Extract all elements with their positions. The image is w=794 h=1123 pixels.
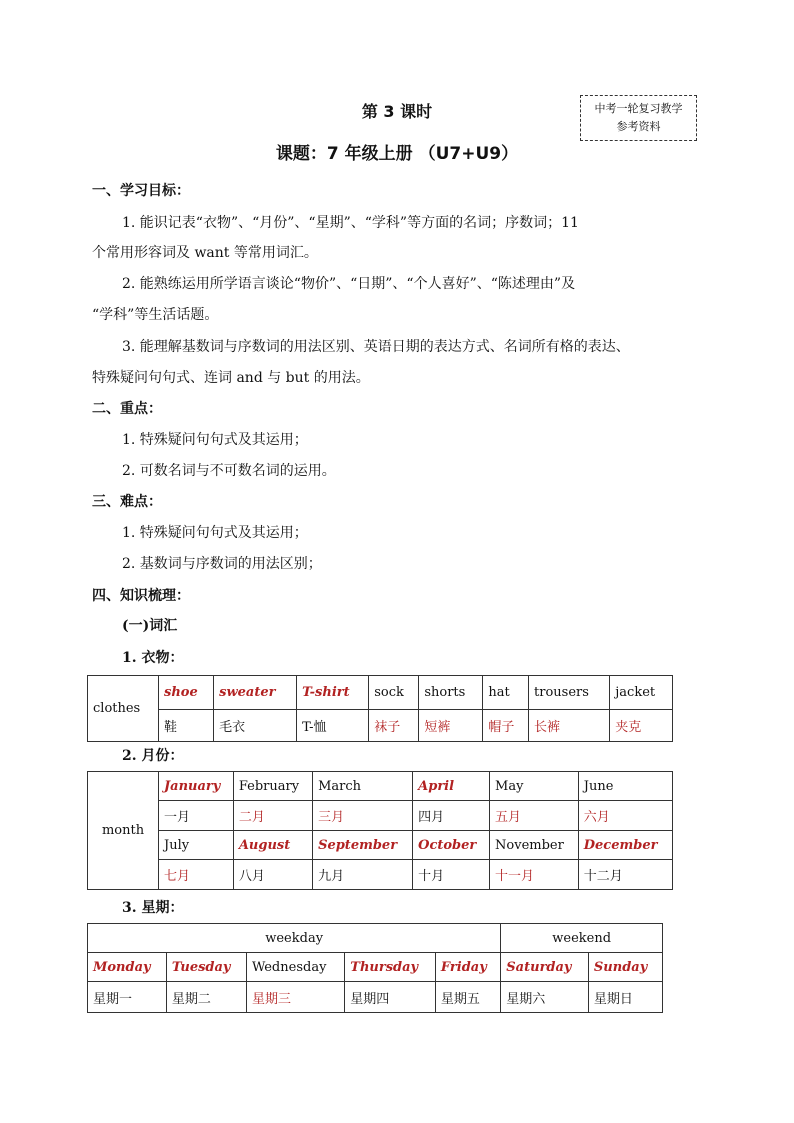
month-cn-cell: 九月 (313, 860, 413, 890)
clothes-cn-cell: 夹克 (610, 710, 673, 742)
day-en-cell: Wednesday (246, 953, 344, 982)
month-en-cell: October (413, 831, 490, 860)
day-en-cell: Saturday (501, 953, 589, 982)
week-heading: 3. 星期： (122, 900, 184, 916)
difficulty-2: 2. 基数词与序数词的用法区别； (122, 556, 322, 572)
clothes-en-cell: hat (483, 676, 529, 710)
clothes-en-cell: sweater (214, 676, 297, 710)
goal-3b: 特殊疑问句句式、连词 and 与 but 的用法。 (92, 370, 370, 386)
month-cn-cell: 六月 (578, 801, 672, 831)
day-en-cell: Tuesday (166, 953, 246, 982)
clothes-cn-cell: 短裤 (419, 710, 483, 742)
month-en-cell: December (578, 831, 672, 860)
clothes-table (87, 675, 673, 742)
clothes-cn-cell: 帽子 (483, 710, 529, 742)
day-en-cell: Monday (88, 953, 167, 982)
keypoints-heading: 二、重点： (92, 401, 162, 417)
months-table (87, 771, 673, 890)
goal-3a: 3. 能理解基数词与序数词的用法区别、英语日期的表达方式、名词所有格的表达、 (122, 339, 630, 355)
goal-1b: 个常用形容词及 want 等常用词汇。 (92, 245, 318, 261)
month-en-cell: November (490, 831, 579, 860)
goal-1a: 1. 能识记表“衣物”、“月份”、“星期”、“学科”等方面的名词；序数词；11 (122, 215, 579, 231)
clothes-cn-cell: 鞋 (159, 710, 214, 742)
difficulties-heading: 三、难点： (92, 494, 162, 510)
month-cn-cell: 十月 (413, 860, 490, 890)
clothes-cn-cell: 长裤 (529, 710, 610, 742)
weekend-label: weekend (501, 924, 663, 953)
month-cn-cell: 八月 (233, 860, 312, 890)
day-en-cell: Sunday (588, 953, 662, 982)
stamp-line-2: 参考资料 (616, 120, 661, 133)
month-cn-cell: 四月 (413, 801, 490, 831)
clothes-en-cell: trousers (529, 676, 610, 710)
month-en-cell: April (413, 772, 490, 801)
month-cn-cell: 七月 (159, 860, 234, 890)
day-cn-cell: 星期四 (345, 982, 436, 1013)
day-en-cell: Thursday (345, 953, 436, 982)
month-en-cell: January (159, 772, 234, 801)
month-en-cell: March (313, 772, 413, 801)
clothes-cn-cell: 袜子 (369, 710, 419, 742)
month-en-cell: May (490, 772, 579, 801)
vocab-subheading: (一)词汇 (122, 618, 178, 634)
clothes-label: clothes (88, 676, 159, 742)
keypoint-2: 2. 可数名词与不可数名词的运用。 (122, 463, 336, 479)
clothes-en-cell: jacket (610, 676, 673, 710)
week-table (87, 923, 663, 1013)
month-en-cell: August (233, 831, 312, 860)
month-cn-cell: 十二月 (578, 860, 672, 890)
clothes-en-cell: sock (369, 676, 419, 710)
stamp-line-1: 中考一轮复习教学 (594, 102, 683, 115)
month-cn-cell: 二月 (233, 801, 312, 831)
day-cn-cell: 星期日 (588, 982, 662, 1013)
goal-2a: 2. 能熟练运用所学语言谈论“物价”、“日期”、“个人喜好”、“陈述理由”及 (122, 276, 576, 292)
day-cn-cell: 星期二 (166, 982, 246, 1013)
goal-2b: “学科”等生活话题。 (92, 307, 219, 323)
month-cn-cell: 一月 (159, 801, 234, 831)
month-cn-cell: 三月 (313, 801, 413, 831)
keypoint-1: 1. 特殊疑问句句式及其运用； (122, 432, 308, 448)
month-cn-cell: 五月 (490, 801, 579, 831)
month-en-cell: September (313, 831, 413, 860)
clothes-en-cell: shoe (159, 676, 214, 710)
knowledge-heading: 四、知识梳理： (92, 588, 190, 604)
lesson-title: 第 3 课时 (361, 102, 433, 121)
day-cn-cell: 星期三 (246, 982, 344, 1013)
month-cn-cell: 十一月 (490, 860, 579, 890)
weekday-label: weekday (88, 924, 501, 953)
difficulty-1: 1. 特殊疑问句句式及其运用； (122, 525, 308, 541)
clothes-en-cell: T-shirt (297, 676, 369, 710)
month-en-cell: February (233, 772, 312, 801)
day-en-cell: Friday (435, 953, 500, 982)
goals-heading: 一、学习目标： (92, 183, 190, 199)
day-cn-cell: 星期一 (88, 982, 167, 1013)
clothes-cn-cell: T-恤 (297, 710, 369, 742)
day-cn-cell: 星期六 (501, 982, 589, 1013)
clothes-en-cell: shorts (419, 676, 483, 710)
clothes-cn-cell: 毛衣 (214, 710, 297, 742)
topic-title: 课题：7 年级上册 （U7+U9） (275, 144, 519, 164)
day-cn-cell: 星期五 (435, 982, 500, 1013)
months-heading: 2. 月份： (122, 748, 184, 764)
month-label: month (88, 772, 159, 890)
clothes-heading: 1. 衣物： (122, 650, 184, 666)
month-en-cell: June (578, 772, 672, 801)
month-en-cell: July (159, 831, 234, 860)
